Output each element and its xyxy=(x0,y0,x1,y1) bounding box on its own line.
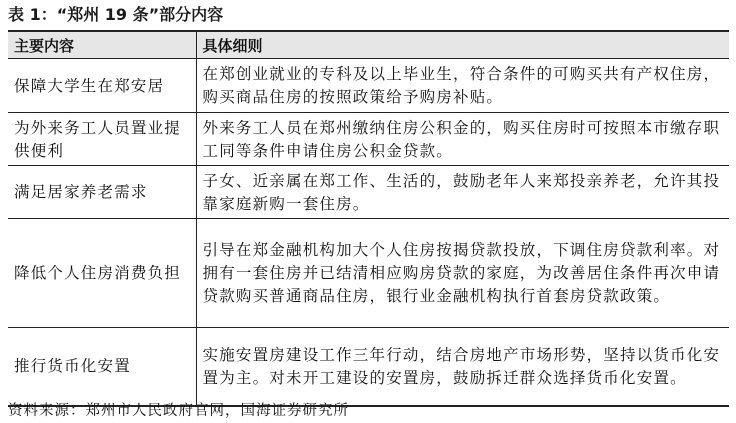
source-note: 资料来源：郑州市人民政府官网，国海证券研究所 xyxy=(8,403,349,419)
row-topic-cell: 满足居家养老需求 xyxy=(8,166,196,219)
table-row xyxy=(8,166,729,219)
row-detail-cell: 子女、近亲属在郑工作、生活的，鼓励老年人来郑投亲养老，允许其投靠家庭新购一套住房。 xyxy=(196,166,729,219)
row-topic-cell: 保障大学生在郑安居 xyxy=(8,59,196,113)
row-detail-cell: 引导在郑金融机构加大个人住房按揭贷款投放，下调住房贷款利率。对拥有一套住房并已结清相应购房贷款的家庭，为改善居住条件再次申请贷款购买普通商品住房，银行业金融机构执行首套房贷款政策。 xyxy=(196,219,729,328)
table-row xyxy=(8,219,729,328)
row-detail-cell: 实施安置房建设工作三年行动，结合房地产市场形势，坚持以货币化安置为主。对未开工建设的安置房，鼓励拆迁群众选择货币化安置。 xyxy=(196,328,729,406)
row-topic-cell: 推行货币化安置 xyxy=(8,328,196,406)
table-header-row xyxy=(8,31,729,59)
table-row xyxy=(8,328,729,406)
column-header-detail: 具体细则 xyxy=(196,31,729,59)
table-row xyxy=(8,59,729,113)
row-detail-cell: 在郑创业就业的专科及以上毕业生，符合条件的可购买共有产权住房，购买商品住房的按照政策给予购房补贴。 xyxy=(196,59,729,113)
row-detail-cell: 外来务工人员在郑州缴纳住房公积金的，购买住房时可按照本市缴存职工同等条件申请住房公积金贷款。 xyxy=(196,113,729,166)
column-header-topic: 主要内容 xyxy=(8,31,196,59)
table-row xyxy=(8,113,729,166)
table-title: 表 1：“郑州 19 条”部分内容 xyxy=(8,5,224,24)
row-topic-cell: 为外来务工人员置业提供便利 xyxy=(8,113,196,166)
policy-table xyxy=(8,30,729,407)
row-topic-cell: 降低个人住房消费负担 xyxy=(8,219,196,328)
